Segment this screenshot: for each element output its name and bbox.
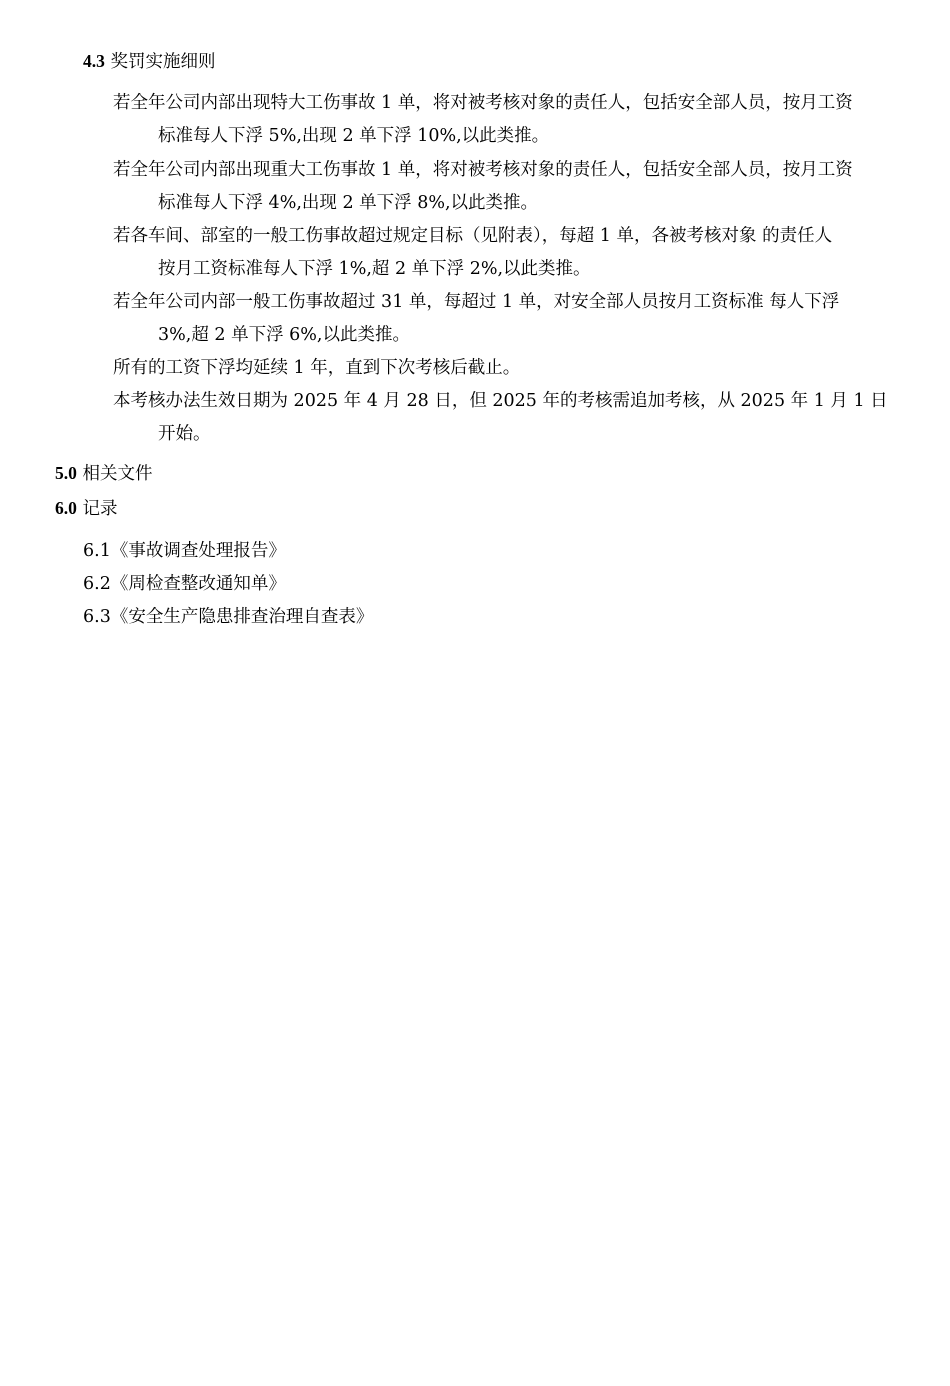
paragraph-line: 标准每人下浮 4%,出现 2 单下浮 8%,以此类推。 xyxy=(158,193,539,213)
paragraph-line: 按月工资标准每人下浮 1%,超 2 单下浮 2%,以此类推。 xyxy=(158,259,591,279)
section-number: 4.3 xyxy=(83,51,105,71)
rule-paragraph-5 xyxy=(113,352,888,385)
paragraph-line: 若全年公司内部一般工伤事故超过 31 单，每超过 1 单，对安全部人员按月工资标准 每人下浮 xyxy=(113,292,840,312)
rule-paragraph-3 xyxy=(113,220,888,286)
section-title: 相关文件 xyxy=(82,464,153,484)
section-number: 6.0 xyxy=(55,498,77,518)
section-title: 记录 xyxy=(82,499,118,519)
section-number: 5.0 xyxy=(55,463,77,483)
paragraph-line: 若全年公司内部出现重大工伤事故 1 单，将对被考核对象的责任人，包括安全部人员，按月工资 xyxy=(113,160,853,180)
paragraph-line: 本考核办法生效日期为 2025 年 4 月 28 日，但 2025 年的考核需追加考核，从 2025 年 1 月 1 日 xyxy=(113,391,888,411)
paragraph-line: 若全年公司内部出现特大工伤事故 1 单，将对被考核对象的责任人，包括安全部人员，按月工资 xyxy=(113,93,853,113)
section-title: 奖罚实施细则 xyxy=(110,52,216,72)
paragraph-line: 3%,超 2 单下浮 6%,以此类推。 xyxy=(158,325,410,345)
rule-paragraph-6 xyxy=(113,385,888,451)
record-item: 6.1《事故调查处理报告》 xyxy=(83,541,286,561)
paragraph-line: 所有的工资下浮均延续 1 年，直到下次考核后截止。 xyxy=(113,358,521,378)
paragraph-line: 标准每人下浮 5%,出现 2 单下浮 10%,以此类推。 xyxy=(158,126,550,146)
section-6-heading xyxy=(55,496,117,521)
record-item: 6.2《周检查整改通知单》 xyxy=(83,574,286,594)
section-5-heading xyxy=(55,461,152,486)
record-item: 6.3《安全生产隐患排查治理自查表》 xyxy=(83,607,374,627)
paragraph-line: 若各车间、部室的一般工伤事故超过规定目标（见附表），每超 1 单，各被考核对象 的责任人 xyxy=(113,226,833,246)
rule-paragraph-2 xyxy=(113,154,888,220)
section-4-3-heading xyxy=(83,49,215,74)
paragraph-line: 开始。 xyxy=(158,424,211,444)
rule-paragraph-1 xyxy=(113,87,888,153)
rule-paragraph-4 xyxy=(113,286,888,352)
